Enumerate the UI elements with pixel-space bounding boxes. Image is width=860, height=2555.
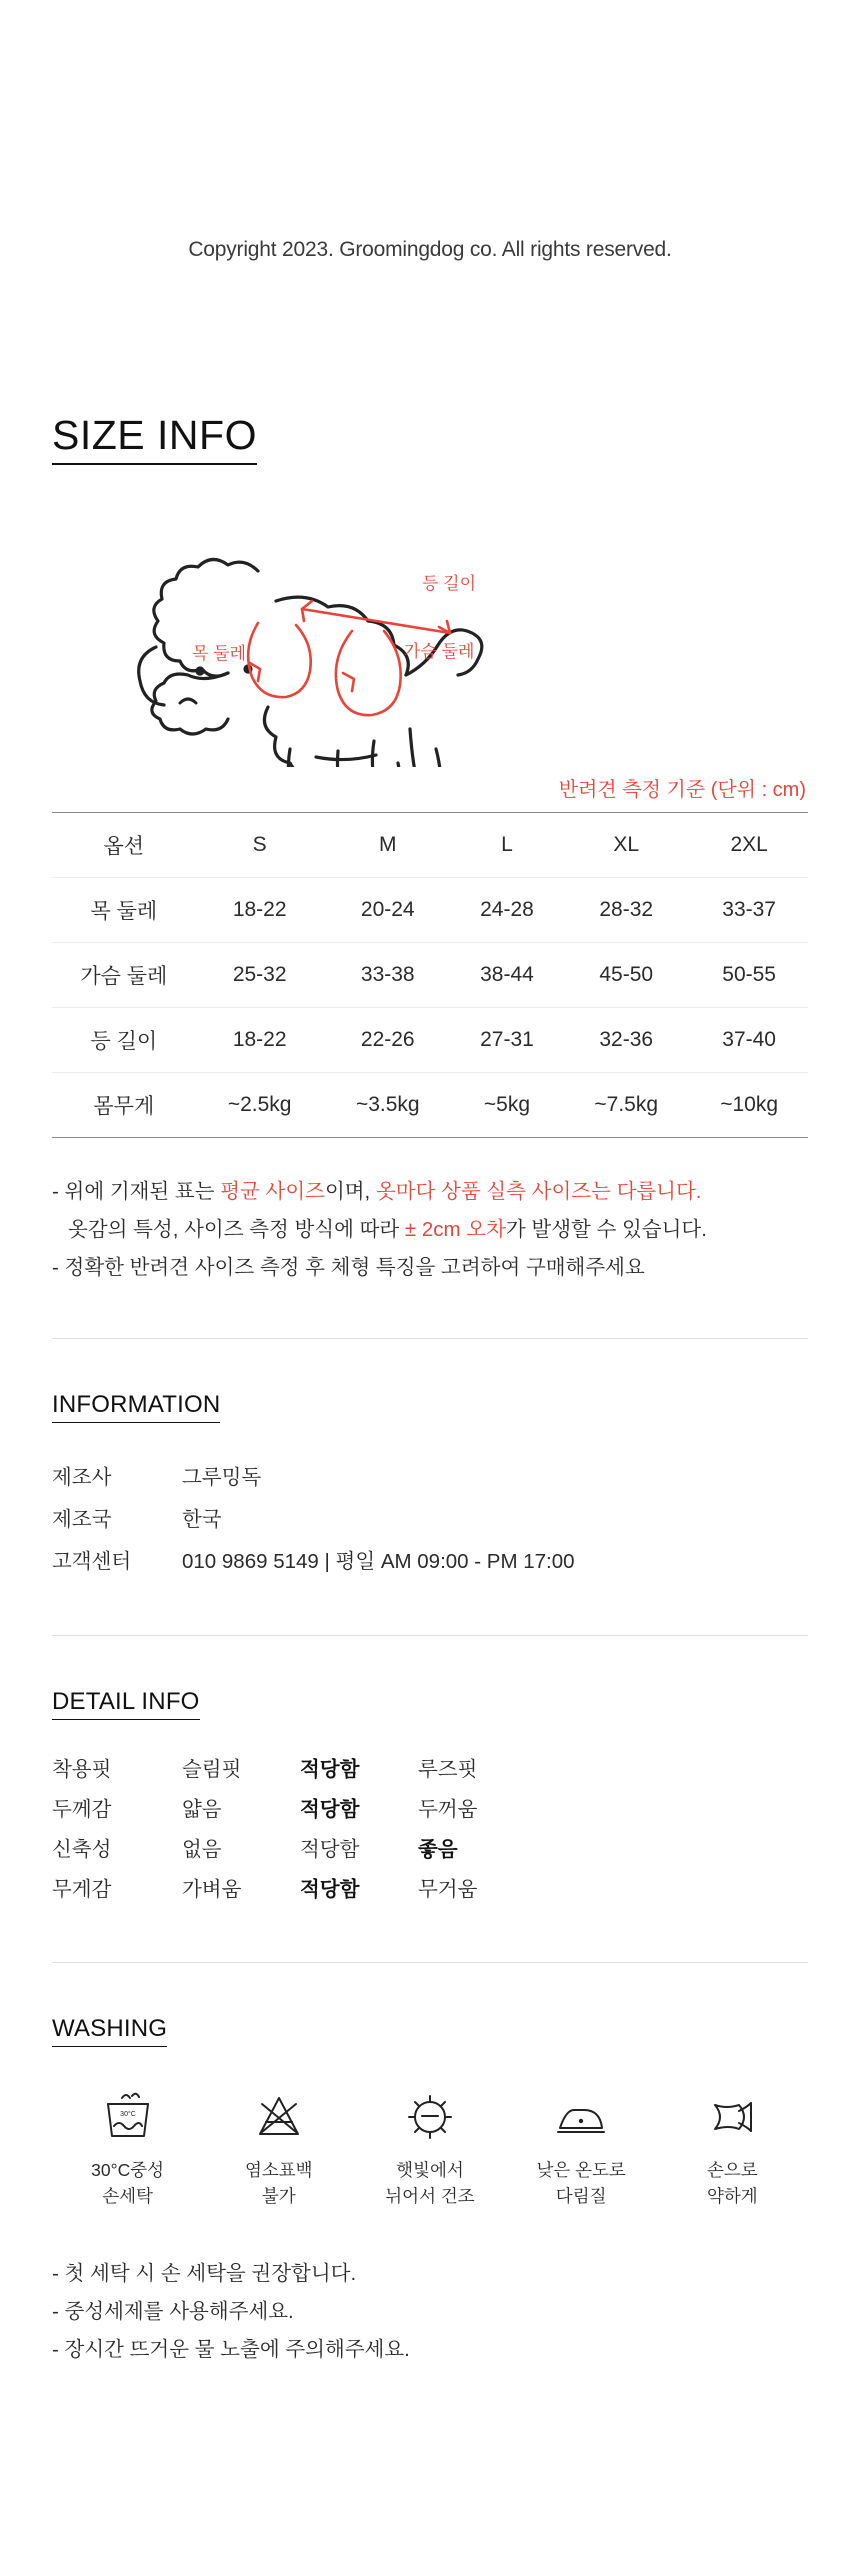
info-value: 010 9869 5149 | 평일 AM 09:00 - PM 17:00 <box>182 1549 575 1573</box>
table-row <box>52 1790 808 1830</box>
detail-option-selected: 적당함 <box>300 1797 360 1821</box>
table-cell: ~7.5kg <box>562 1073 690 1138</box>
detail-option-selected: 좋음 <box>418 1837 458 1861</box>
detail-option: 루즈핏 <box>418 1757 478 1781</box>
detail-option: 없음 <box>182 1837 222 1861</box>
measurement-unit-note: 반려견 측정 기준 (단위 : cm) <box>558 779 806 801</box>
size-table <box>52 812 808 1138</box>
table-row <box>52 1008 808 1073</box>
note-text: 이며, <box>324 1180 376 1203</box>
table-cell: 18-22 <box>196 1008 324 1073</box>
washing-item-line2: 불가 <box>261 2185 296 2206</box>
washing-item-line2: 뉘어서 건조 <box>385 2185 475 2206</box>
table-cell: ~10kg <box>690 1073 808 1138</box>
detail-option-selected: 적당함 <box>300 1877 360 1901</box>
info-key: 제조사 <box>52 1465 112 1489</box>
washing-item-line1: 낮은 온도로 <box>536 2159 626 2180</box>
table-cell: ~3.5kg <box>324 1073 452 1138</box>
label-neck-girth: 목 둘레 <box>192 644 246 663</box>
washing-item <box>355 2087 505 2210</box>
divider <box>52 1635 808 1636</box>
detail-option: 두꺼움 <box>418 1797 478 1821</box>
row-label: 등 길이 <box>52 1008 196 1073</box>
hand-wash-icon <box>53 2087 203 2147</box>
detail-label: 무게감 <box>52 1877 112 1901</box>
detail-option: 무거움 <box>418 1877 478 1901</box>
size-note-line-2 <box>52 1212 808 1248</box>
table-row <box>52 1870 808 1910</box>
info-key: 제조국 <box>52 1507 112 1531</box>
washing-item-line1: 손으로 <box>706 2159 758 2180</box>
table-cell: 24-28 <box>452 878 562 943</box>
note-text: - 위에 기재된 표는 <box>52 1180 221 1203</box>
info-value: 한국 <box>182 1507 222 1531</box>
table-header-row <box>52 813 808 878</box>
washing-note: - 장시간 뜨거운 물 노출에 주의해주세요. <box>52 2337 410 2361</box>
washing-notes <box>52 2255 808 2369</box>
row-label: 가슴 둘레 <box>52 943 196 1008</box>
table-cell: 37-40 <box>690 1008 808 1073</box>
washing-icon-row <box>52 2087 808 2210</box>
sun-dry-icon <box>355 2087 505 2147</box>
information-section <box>0 1391 860 1583</box>
note-highlight: ± 2cm 오차 <box>404 1217 506 1241</box>
table-cell: 22-26 <box>324 1008 452 1073</box>
note-text: 가 발생할 수 있습니다. <box>505 1217 707 1241</box>
size-info-section <box>0 262 860 1286</box>
washing-item-line1: 염소표백 <box>244 2159 313 2180</box>
table-cell: 50-55 <box>690 943 808 1008</box>
table-header-cell: 옵션 <box>52 813 196 878</box>
washing-item <box>657 2087 807 2210</box>
table-cell: 25-32 <box>196 943 324 1008</box>
detail-option: 가벼움 <box>182 1877 242 1901</box>
detail-info-section <box>0 1688 860 1910</box>
size-note-line-3: - 정확한 반려견 사이즈 측정 후 체형 특징을 고려하여 구매해주세요 <box>52 1255 645 1279</box>
washing-item-line1: 30°C중성 <box>91 2159 165 2180</box>
detail-label: 신축성 <box>52 1837 112 1861</box>
divider <box>52 1338 808 1339</box>
table-cell: 28-32 <box>562 878 690 943</box>
table-cell: 33-37 <box>690 878 808 943</box>
row-label: 몸무게 <box>52 1073 196 1138</box>
list-item <box>52 1457 808 1499</box>
table-cell: 33-38 <box>324 943 452 1008</box>
table-cell: 18-22 <box>196 878 324 943</box>
table-row <box>52 943 808 1008</box>
detail-option: 얇음 <box>182 1797 222 1821</box>
size-info-heading: SIZE INFO <box>52 412 257 465</box>
list-item <box>52 1541 808 1583</box>
washing-note: - 첫 세탁 시 손 세탁을 권장합니다. <box>52 2262 357 2286</box>
detail-label: 두께감 <box>52 1797 112 1821</box>
label-back-length: 등 길이 <box>422 574 476 593</box>
detail-info-heading: DETAIL INFO <box>52 1688 200 1720</box>
copyright-text: Copyright 2023. Groomingdog co. All rights reserved. <box>188 238 672 261</box>
table-row <box>52 1830 808 1870</box>
table-cell: 32-36 <box>562 1008 690 1073</box>
washing-section <box>0 2015 860 2369</box>
washing-heading: WASHING <box>52 2015 167 2047</box>
note-highlight: 평균 사이즈 <box>220 1180 325 1203</box>
table-cell: ~2.5kg <box>196 1073 324 1138</box>
list-item <box>52 1499 808 1541</box>
detail-option: 적당함 <box>300 1837 360 1861</box>
table-cell: ~5kg <box>452 1073 562 1138</box>
table-cell: 20-24 <box>324 878 452 943</box>
row-label: 목 둘레 <box>52 878 196 943</box>
info-key: 고객센터 <box>52 1549 132 1573</box>
table-cell: 27-31 <box>452 1008 562 1073</box>
table-header-cell: 2XL <box>690 813 808 878</box>
table-header-cell: S <box>196 813 324 878</box>
table-row <box>52 1750 808 1790</box>
table-cell: 45-50 <box>562 943 690 1008</box>
note-highlight: 옷마다 상품 실측 사이즈는 다릅니다. <box>375 1180 702 1203</box>
table-header-cell: L <box>452 813 562 878</box>
note-text: 옷감의 특성, 사이즈 측정 방식에 따라 <box>68 1217 405 1241</box>
detail-option: 슬림핏 <box>182 1757 242 1781</box>
information-heading: INFORMATION <box>52 1391 220 1423</box>
divider <box>52 1962 808 1963</box>
detail-label: 착용핏 <box>52 1757 112 1781</box>
washing-item-line2: 약하게 <box>706 2185 758 2206</box>
dog-measurement-diagram <box>52 527 808 767</box>
table-cell: 38-44 <box>452 943 562 1008</box>
washing-item <box>53 2087 203 2210</box>
washing-item <box>204 2087 354 2210</box>
table-row <box>52 1073 808 1138</box>
washing-item-line1: 햇빛에서 <box>396 2159 464 2180</box>
detail-option-selected: 적당함 <box>300 1757 360 1781</box>
label-chest-girth: 가슴 둘레 <box>404 642 475 661</box>
washing-item-line2: 손세탁 <box>102 2185 153 2206</box>
washing-item-line2: 다림질 <box>555 2185 607 2206</box>
information-list <box>52 1457 808 1583</box>
detail-info-table <box>52 1750 808 1910</box>
no-bleach-icon <box>204 2087 354 2147</box>
gentle-wring-icon <box>657 2087 807 2147</box>
washing-note: - 중성세제를 사용해주세요. <box>52 2299 294 2323</box>
info-value: 그루밍독 <box>182 1465 262 1489</box>
size-notes <box>52 1174 808 1286</box>
low-heat-iron-icon <box>506 2087 656 2147</box>
table-header-cell: M <box>324 813 452 878</box>
washing-item <box>506 2087 656 2210</box>
table-row <box>52 878 808 943</box>
svg-text:30°C: 30°C <box>119 2110 136 2118</box>
table-header-cell: XL <box>562 813 690 878</box>
size-note-line-1 <box>52 1174 808 1210</box>
